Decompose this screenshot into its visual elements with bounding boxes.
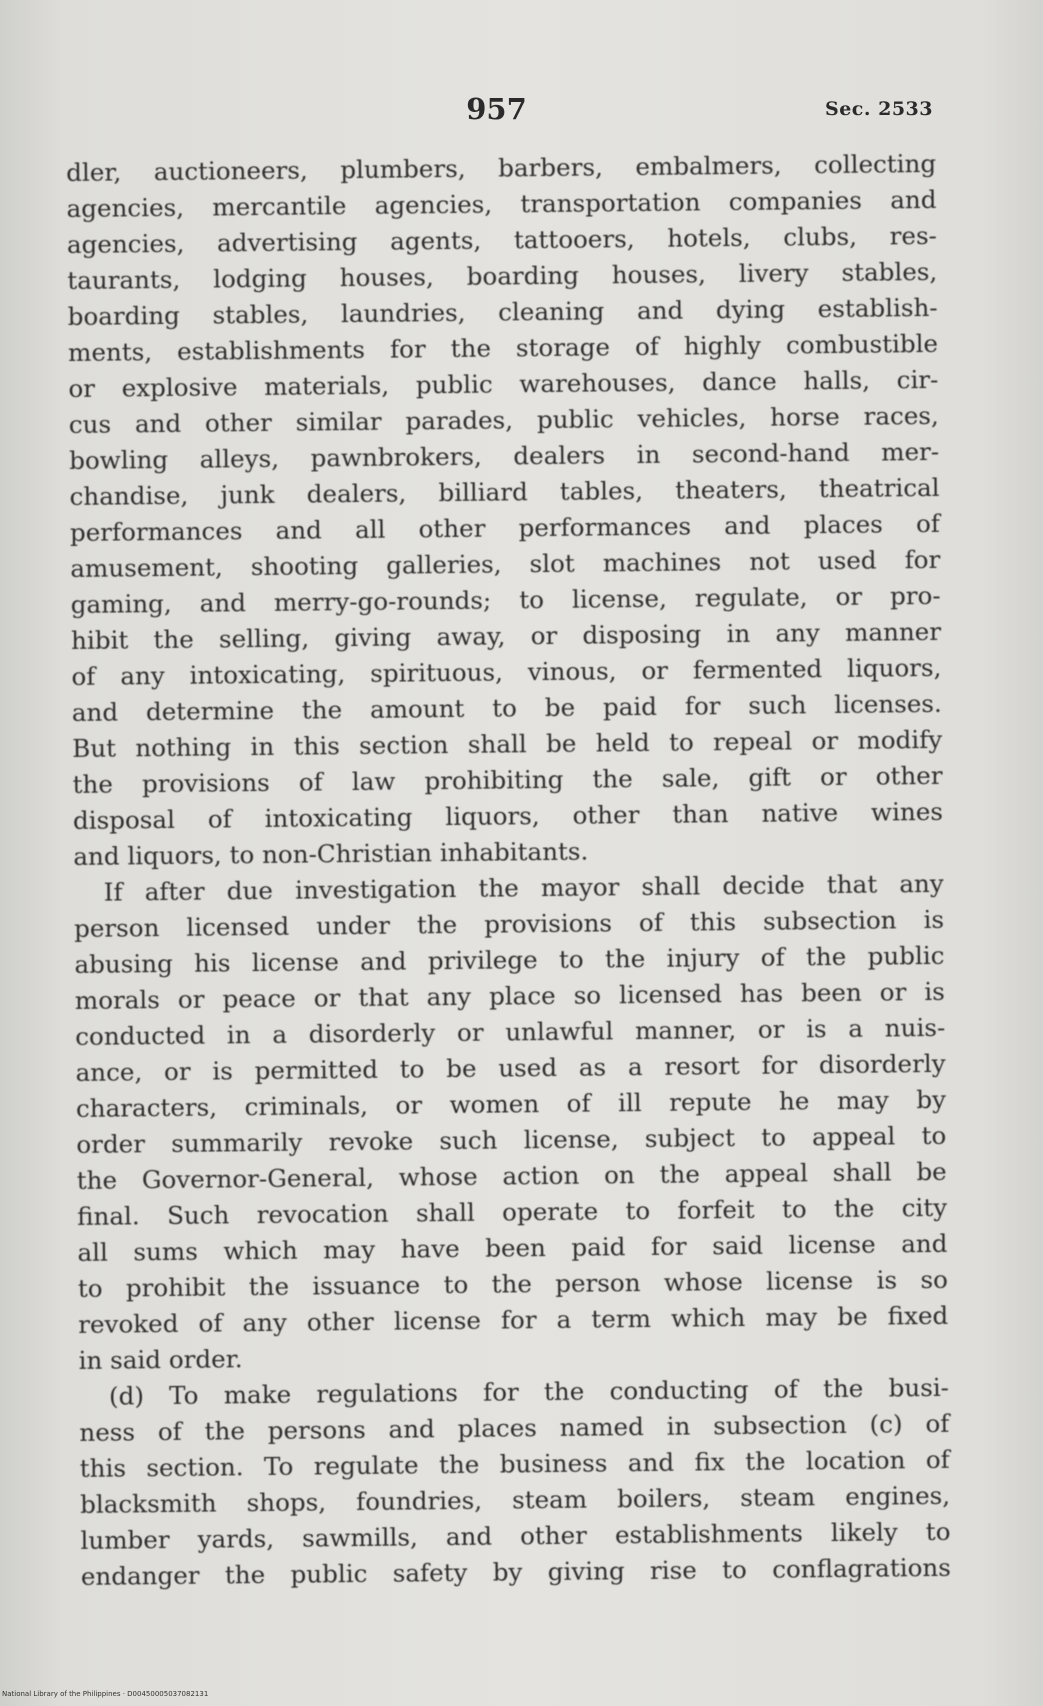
- page-header: [60, 92, 933, 132]
- text-line: lumber yards, sawmills, and other establishments likely to: [80, 1516, 951, 1555]
- text-line: ments, establishments for the storage of highly combustible: [67, 328, 939, 367]
- text-line: revoked of any other license for a term which may be fixed: [78, 1300, 949, 1339]
- text-line: order summarily revoke such license, subject to appeal to: [76, 1120, 947, 1159]
- text-line: hibit the selling, giving away, or disposing in any manner: [70, 616, 942, 655]
- text-line: But nothing in this section shall be held to repeal or modify: [72, 724, 943, 763]
- section-reference: Sec. 2533: [825, 98, 933, 120]
- text-line: ance, or is permitted to be used as a resort for disorderly: [75, 1048, 946, 1087]
- text-line: endanger the public safety by giving rise to conflagrations: [80, 1552, 951, 1591]
- text-line: abusing his license and privilege to the injury of the public: [74, 940, 945, 979]
- text-line: and determine the amount to be paid for such licenses.: [71, 688, 942, 727]
- text-line: final. Such revocation shall operate to forfeit to the city: [76, 1192, 948, 1231]
- text-line: all sums which may have been paid for said license and: [77, 1228, 948, 1267]
- text-line: cus and other similar parades, public vehicles, horse races,: [68, 400, 939, 439]
- text-line: agencies, mercantile agencies, transportation companies and: [66, 184, 937, 223]
- text-line: gaming, and merry-go-rounds; to license, regulate, or pro-: [70, 580, 941, 619]
- text-line: to prohibit the issuance to the person whose license is so: [77, 1264, 948, 1303]
- text-line: If after due investigation the mayor shall decide that any: [103, 868, 944, 907]
- text-line: ness of the persons and places named in subsection (c) of: [79, 1408, 950, 1447]
- text-line: this section. To regulate the business and fix the location of: [79, 1444, 950, 1483]
- text-line: boarding stables, laundries, cleaning and dying establish-: [67, 292, 938, 331]
- text-line: and liquors, to non-Christian inhabitants.: [73, 836, 589, 871]
- text-line: in said order.: [78, 1344, 243, 1375]
- text-line: amusement, shooting galleries, slot machines not used for: [70, 544, 941, 583]
- text-line: taurants, lodging houses, boarding houses, livery stables,: [67, 256, 938, 295]
- text-line: conducted in a disorderly or unlawful manner, or is a nuis-: [75, 1012, 946, 1051]
- text-line: characters, criminals, or women of ill repute he may by: [75, 1084, 947, 1123]
- text-line: (d) To make regulations for the conducting of the busi-: [108, 1372, 950, 1411]
- text-line: of any intoxicating, spirituous, vinous, or fermented liquors,: [71, 652, 942, 691]
- text-line: or explosive materials, public warehouses, dance halls, cir-: [68, 364, 939, 403]
- text-line: chandise, junk dealers, billiard tables, theaters, theatrical: [69, 472, 940, 511]
- text-line: dler, auctioneers, plumbers, barbers, embalmers, collecting: [66, 148, 937, 187]
- page-number: 957: [466, 92, 527, 126]
- text-line: person licensed under the provisions of this subsection is: [73, 904, 945, 943]
- text-line: morals or peace or that any place so licensed has been or is: [74, 976, 945, 1015]
- text-line: agencies, advertising agents, tattooers, hotels, clubs, res-: [66, 220, 938, 259]
- scan-footer-caption: National Library of the Philippines · D00450005037082131: [2, 1690, 209, 1698]
- text-line: bowling alleys, pawnbrokers, dealers in second-hand mer-: [69, 436, 940, 475]
- text-line: performances and all other performances and places of: [69, 508, 941, 547]
- text-line: disposal of intoxicating liquors, other than native wines: [72, 796, 944, 835]
- body-text: [66, 146, 951, 1595]
- text-line: blacksmith shops, foundries, steam boilers, steam engines,: [79, 1480, 951, 1519]
- text-line: the Governor-General, whose action on the appeal shall be: [76, 1156, 947, 1195]
- text-line: the provisions of law prohibiting the sale, gift or other: [72, 760, 943, 799]
